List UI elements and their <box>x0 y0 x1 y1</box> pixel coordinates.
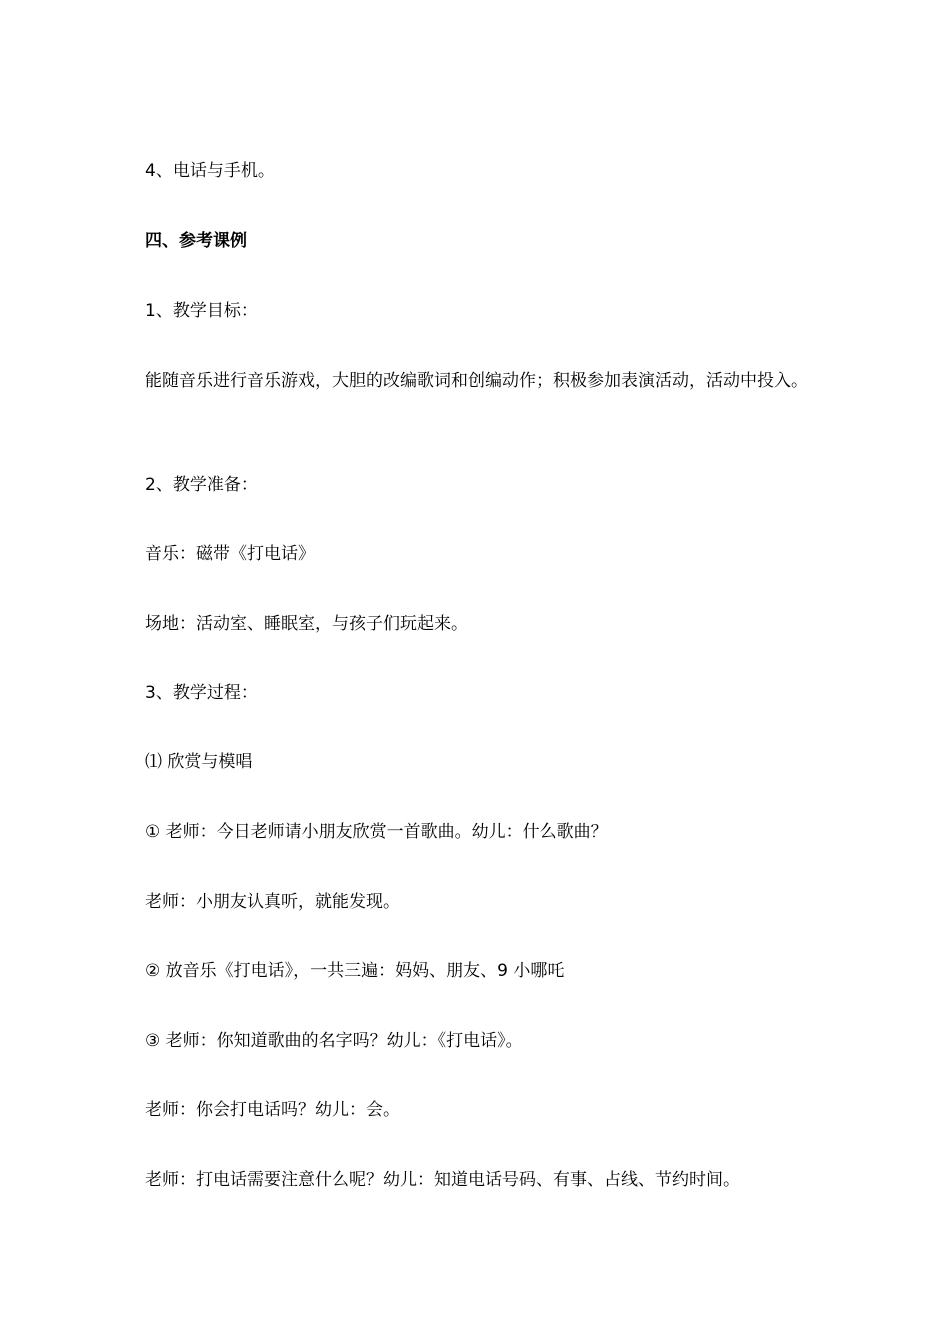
dialogue-line: ③ 老师：你知道歌曲的名字吗？幼儿：《打电话》。 <box>145 1031 523 1051</box>
dialogue-line: 老师：小朋友认真听，就能发现。 <box>145 892 400 912</box>
dialogue-line: 老师：你会打电话吗？幼儿：会。 <box>145 1100 400 1120</box>
process-step-1: ⑴ 欣赏与模唱 <box>145 752 253 772</box>
subheading-process: 3、教学过程： <box>145 683 258 703</box>
subheading-preparation: 2、教学准备： <box>145 475 258 495</box>
dialogue-line: ② 放音乐《打电话》，一共三遍：妈妈、朋友、9 小哪吒 <box>145 961 565 981</box>
section-heading: 四、参考课例 <box>145 231 247 251</box>
goals-paragraph: 能随音乐进行音乐游戏，大胆的改编歌词和创编动作；积极参加表演活动，活动中投入。 <box>145 371 808 391</box>
preparation-music: 音乐：磁带《打电话》 <box>145 544 315 564</box>
dialogue-line: 老师：打电话需要注意什么呢？幼儿：知道电话号码、有事、占线、节约时间。 <box>145 1170 740 1190</box>
preparation-venue: 场地：活动室、睡眠室，与孩子们玩起来。 <box>145 614 468 634</box>
dialogue-line: ① 老师：今日老师请小朋友欣赏一首歌曲。幼儿：什么歌曲？ <box>145 822 608 842</box>
subheading-goals: 1、教学目标： <box>145 301 258 321</box>
list-item-4: 4、电话与手机。 <box>145 161 275 181</box>
